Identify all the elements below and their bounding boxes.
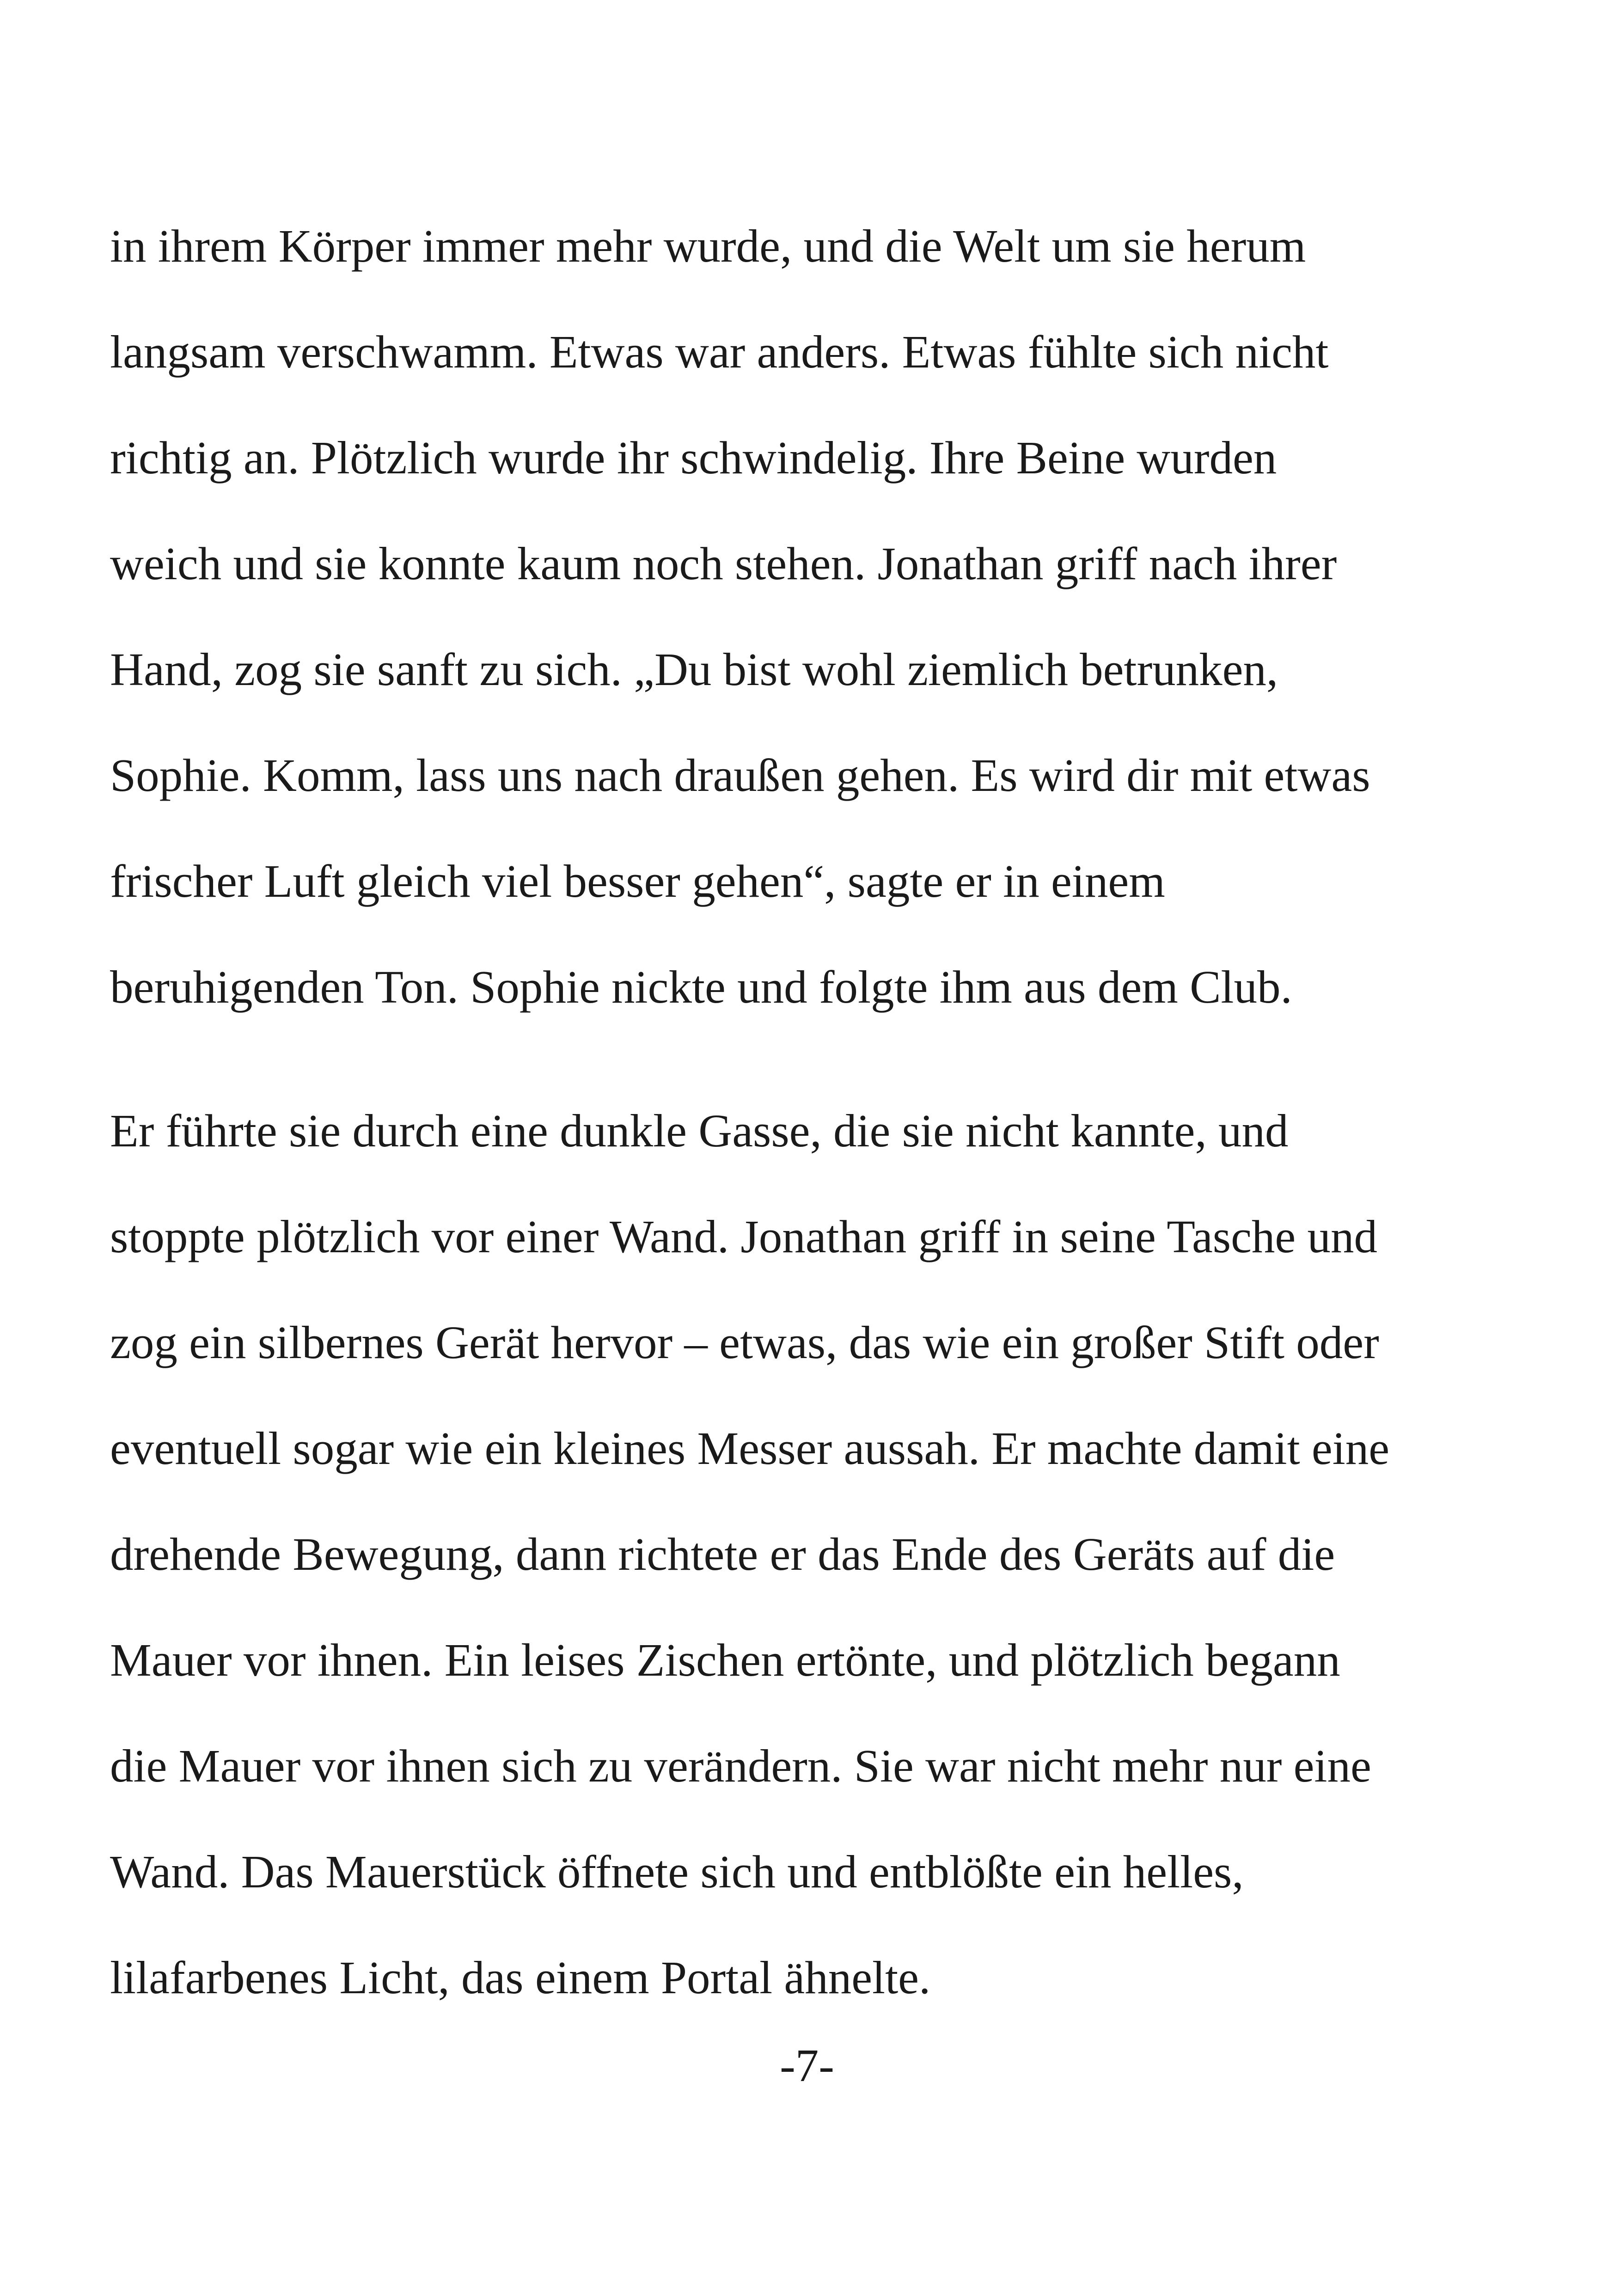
text-body [110, 193, 1524, 2031]
text-line: zog ein silbernes Gerät hervor – etwas, das wie ein großer Stift oder [110, 1316, 1379, 1368]
text-line: langsam verschwamm. Etwas war anders. Etwas fühlte sich nicht [110, 326, 1329, 378]
text-line: richtig an. Plötzlich wurde ihr schwindelig. Ihre Beine wurden [110, 432, 1277, 484]
text-line: Er führte sie durch eine dunkle Gasse, die sie nicht kannte, und [110, 1105, 1289, 1157]
text-line: in ihrem Körper immer mehr wurde, und die Welt um sie herum [110, 220, 1306, 272]
page-number: -7- [780, 2039, 834, 2091]
text-line: beruhigenden Ton. Sophie nickte und folgte ihm aus dem Club. [110, 961, 1292, 1013]
text-line: Mauer vor ihnen. Ein leises Zischen ertönte, und plötzlich begann [110, 1634, 1340, 1686]
text-line: drehende Bewegung, dann richtete er das Ende des Geräts auf die [110, 1528, 1335, 1580]
text-line: frischer Luft gleich viel besser gehen“, sagte er in einem [110, 855, 1165, 907]
text-line: eventuell sogar wie ein kleines Messer aussah. Er machte damit eine [110, 1422, 1390, 1474]
paragraph-spacer [110, 1040, 1524, 1078]
text-line: Hand, zog sie sanft zu sich. „Du bist wohl ziemlich betrunken, [110, 643, 1278, 695]
paragraph-1 [110, 193, 1524, 1040]
text-line: die Mauer vor ihnen sich zu verändern. Sie war nicht mehr nur eine [110, 1740, 1371, 1792]
text-line: lilafarbenes Licht, das einem Portal ähnelte. [110, 1952, 931, 2003]
paragraph-2 [110, 1078, 1524, 2031]
text-line: stoppte plötzlich vor einer Wand. Jonathan griff in seine Tasche und [110, 1211, 1377, 1262]
text-line: Sophie. Komm, lass uns nach draußen gehen. Es wird dir mit etwas [110, 749, 1370, 801]
text-line: weich und sie konnte kaum noch stehen. Jonathan griff nach ihrer [110, 538, 1337, 589]
text-line: Wand. Das Mauerstück öffnete sich und entblößte ein helles, [110, 1846, 1244, 1898]
